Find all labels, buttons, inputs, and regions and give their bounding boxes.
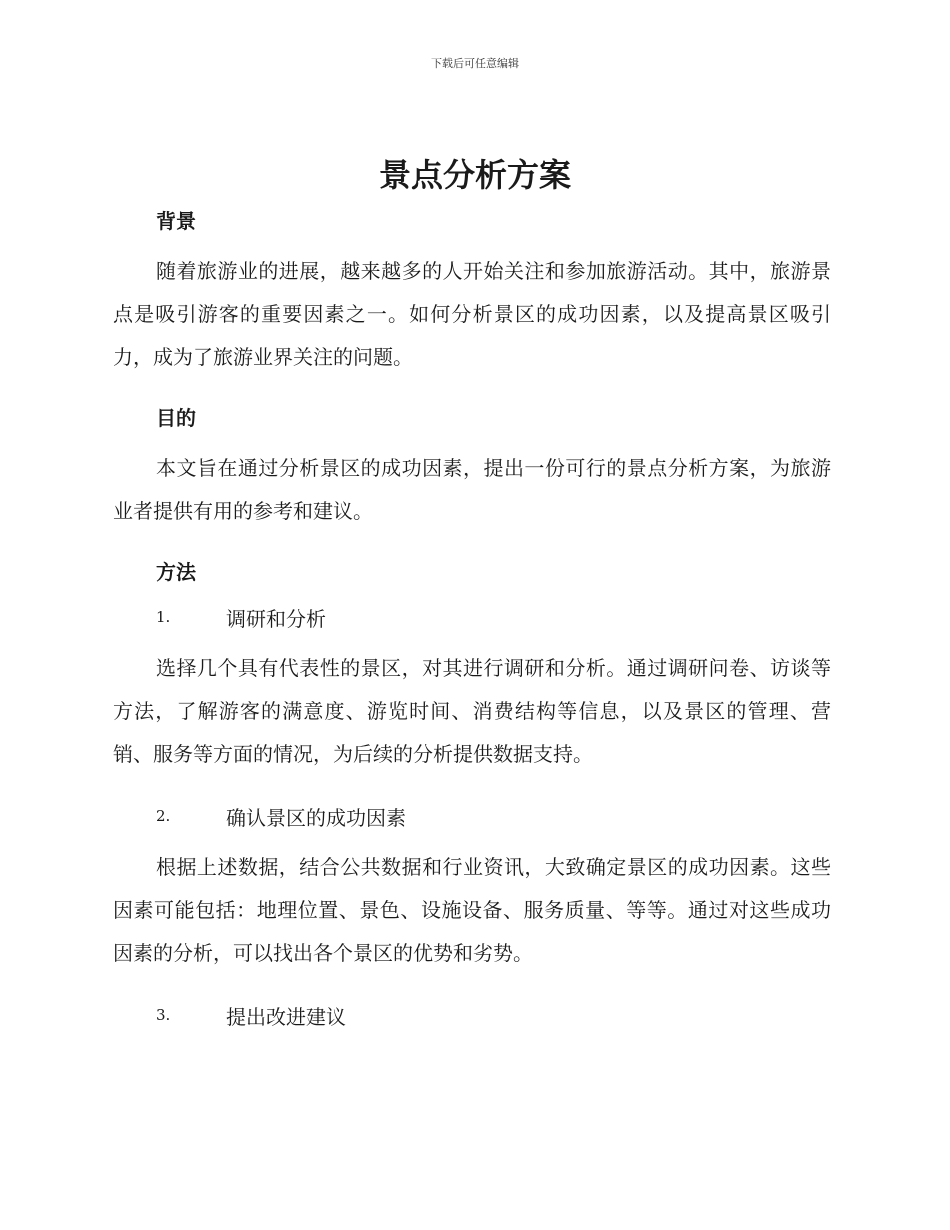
- list-item-3: [113, 995, 831, 1035]
- list-number: 3.: [156, 1006, 171, 1024]
- list-number: 2.: [156, 807, 171, 825]
- section-heading-method: 方法: [156, 560, 196, 584]
- section-heading-purpose: 目的: [156, 406, 196, 430]
- header-note: 下载后可任意编辑: [431, 57, 519, 70]
- list-title: 调研和分析: [226, 606, 326, 631]
- list-number: 1.: [156, 608, 171, 626]
- paragraph-method-2: 根据上述数据，结合公共数据和行业资讯，大致确定景区的成功因素。这些因素可能包括：地理位置、景色、设施设备、服务质量、等等。通过对这些成功因素的分析，可以找出各个景区的优势和劣势。: [113, 855, 831, 965]
- list-item-1: [113, 597, 831, 637]
- paragraph-method-1: 选择几个具有代表性的景区，对其进行调研和分析。通过调研问卷、访谈等方法，了解游客的满意度、游览时间、消费结构等信息，以及景区的管理、营销、服务等方面的情况，为后续的分析提供数据支持。: [113, 656, 831, 766]
- paragraph-background: 随着旅游业的进展，越来越多的人开始关注和参加旅游活动。其中，旅游景点是吸引游客的重要因素之一。如何分析景区的成功因素，以及提高景区吸引力，成为了旅游业界关注的问题。: [113, 259, 831, 369]
- list-item-2: [113, 796, 831, 836]
- list-title: 确认景区的成功因素: [226, 805, 406, 830]
- document-body: [113, 202, 831, 1045]
- section-heading-background: 背景: [156, 209, 196, 233]
- paragraph-purpose: 本文旨在通过分析景区的成功因素，提出一份可行的景点分析方案，为旅游业者提供有用的参考和建议。: [113, 456, 831, 523]
- document-title: 景点分析方案: [378, 156, 571, 194]
- list-title: 提出改进建议: [226, 1004, 346, 1029]
